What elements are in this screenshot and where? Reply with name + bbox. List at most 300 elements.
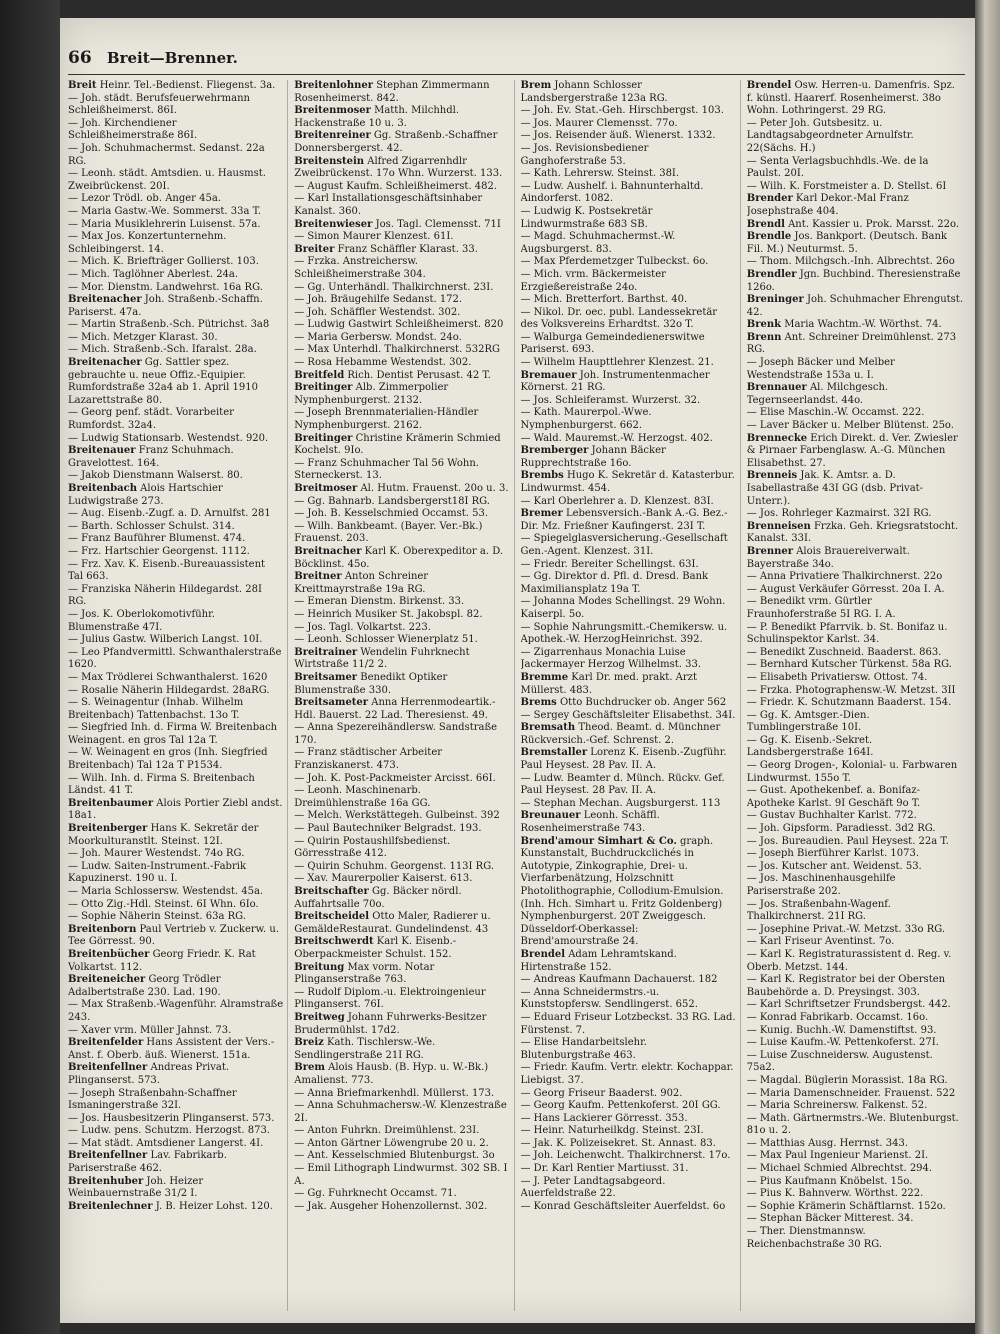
directory-entry — [747, 848, 963, 861]
directory-entry — [294, 181, 509, 194]
directory-entry — [747, 1176, 963, 1189]
entry-details: — Ludwig Gastwirt Schleißheimerst. 820 — [294, 319, 504, 331]
directory-entry — [521, 798, 736, 811]
page-header — [68, 48, 238, 68]
entry-surname: Brender — [746, 193, 793, 205]
running-title: Breit—Brenner. — [106, 49, 238, 67]
directory-entry — [521, 433, 736, 446]
entry-details: — Frz. Xav. K. Eisenb.-Bureauassistent Tal 663. — [68, 558, 266, 583]
directory-entry — [294, 1201, 509, 1214]
directory-entry — [68, 974, 283, 999]
entry-details: — Karl Schriftsetzer Frundsbergst. 442. — [746, 999, 951, 1011]
directory-entry — [747, 118, 963, 156]
entry-surname: Breitenbücher — [68, 948, 150, 960]
entry-surname: Brendel — [746, 80, 792, 91]
entry-details: — Karl Oberlehrer a. D. Klenzest. 83I. — [520, 495, 714, 507]
directory-entry — [294, 747, 509, 772]
entry-details: Matth. Milchhdl. Hackenstraße 10 u. 3. — [294, 105, 460, 129]
entry-details: Jos. Tagl. Clemensst. 71I — [372, 218, 501, 230]
directory-entry — [68, 282, 283, 295]
directory-entry — [521, 269, 736, 294]
entry-surname: Brembs — [520, 470, 564, 482]
directory-entry — [521, 647, 736, 672]
entry-surname: Brendle — [746, 231, 792, 243]
entry-details: Christine Krämerin Schmied Kochelst. 9Io. — [294, 432, 501, 457]
directory-entry — [747, 1163, 963, 1176]
entry-surname: Breitenlechner — [68, 1200, 153, 1212]
entry-surname: Breitenlohner — [294, 80, 374, 91]
entry-details: — Jos. Tagl. Volkartst. 223. — [294, 621, 431, 633]
directory-entry — [747, 710, 963, 735]
entry-details: — Jos. Maurer Clemensst. 77o. — [520, 117, 678, 129]
directory-entry — [68, 344, 283, 357]
entry-surname: Breitenacher — [68, 357, 142, 369]
directory-entry — [521, 231, 736, 256]
entry-details: Jgn. Buchbind. Theresienstraße 126o. — [746, 268, 961, 293]
entry-surname: Breitschafter — [294, 886, 369, 897]
entry-details: — Rosa Hebamme Westendst. 302. — [294, 357, 472, 369]
entry-details: — Ludwig Stationsarb. Westendst. 920. — [68, 432, 269, 444]
directory-entry — [747, 571, 963, 584]
directory-entry — [747, 647, 963, 660]
directory-entry — [68, 1113, 283, 1126]
directory-entry — [294, 244, 509, 257]
directory-entry — [294, 433, 509, 458]
entry-details: — Joseph Bierführer Karlst. 1073. — [746, 848, 920, 860]
entry-surname: Brenneisen — [746, 520, 811, 532]
directory-entry — [294, 672, 509, 697]
entry-surname: Breitrainer — [294, 646, 358, 658]
directory-entry — [521, 949, 736, 974]
entry-details: — Anton Gärtner Löwengrube 20 u. 2. — [294, 1137, 489, 1149]
directory-entry — [521, 1062, 736, 1087]
directory-entry — [747, 1012, 963, 1025]
entry-details: — Ludw. Beamter d. Münch. Rückv. Gef. Paul Heysest. 28 Pav. II. A. — [520, 772, 725, 797]
directory-entry — [747, 1226, 963, 1251]
entry-details: — Mich. Metzger Klarast. 30. — [68, 331, 218, 343]
directory-entry — [521, 181, 736, 206]
directory-entry — [747, 823, 963, 836]
directory-entry — [521, 974, 736, 987]
directory-entry — [521, 722, 736, 747]
entry-details: Karl Dr. med. prakt. Arzt Müllerst. 483. — [520, 671, 697, 696]
entry-details: Alois Brauereiverwalt. Bayerstraße 34o. — [746, 545, 910, 570]
directory-entry — [747, 1075, 963, 1088]
directory-entry — [68, 647, 283, 672]
directory-entry — [294, 722, 509, 747]
entry-details: — Dr. Karl Rentier Martiusst. 31. — [520, 1163, 689, 1175]
directory-entry — [68, 294, 283, 319]
entry-details: — Max Unterhdl. Thalkirchnerst. 532RG — [294, 344, 501, 356]
directory-entry — [294, 697, 509, 722]
entry-details: — Anna Privatiere Thalkirchnerst. 22o — [746, 571, 943, 583]
directory-entry — [747, 810, 963, 823]
entry-details: — Stephan Mechan. Augsburgerst. 113 — [520, 797, 721, 809]
entry-details: — Gust. Apothekenbef. a. Bonifaz-Apotheke Karlst. 9I Geschäft 9o T. — [746, 785, 921, 809]
entry-surname: Breiter — [294, 243, 335, 255]
directory-entry — [747, 521, 963, 546]
entry-details: Jos. Bankport. (Deutsch. Bank Fil. M.) Neuturmst. 5. — [746, 231, 947, 255]
directory-entry — [68, 886, 283, 899]
entry-surname: Breiteneicher — [68, 974, 146, 986]
entry-surname: Brennecke — [746, 432, 808, 444]
entry-details: — Georg Kaufm. Pettenkoferst. 20I GG. — [520, 1100, 721, 1112]
entry-details: — Frzka. Photographensw.-W. Metzst. 3II — [746, 684, 956, 696]
directory-entry — [294, 1088, 509, 1101]
directory-entry — [294, 407, 509, 432]
directory-entry — [521, 168, 736, 181]
entry-details: — Otto Zig.-Hdl. Steinst. 6I Whn. 6Io. — [68, 898, 259, 910]
directory-entry — [294, 1150, 509, 1163]
entry-surname: Breitenacher — [68, 294, 142, 306]
directory-entry — [294, 496, 509, 509]
directory-entry — [294, 1188, 509, 1201]
directory-entry — [294, 357, 509, 370]
entry-details: Franz Schäffler Klarast. 33. — [334, 243, 478, 255]
directory-entry — [294, 458, 509, 483]
directory-entry — [521, 1201, 736, 1214]
directory-entry — [68, 508, 283, 521]
directory-entry — [68, 445, 283, 470]
directory-entry — [294, 546, 509, 571]
entry-details: — Mor. Dienstm. Landwehrst. 16a RG. — [68, 281, 263, 293]
directory-entry — [294, 873, 509, 886]
directory-entry — [294, 1138, 509, 1151]
entry-details: — Heinrich Musiker St. Jakobspl. 82. — [294, 608, 483, 620]
directory-entry — [747, 584, 963, 597]
entry-details: — Friedr. K. Schutzmann Baaderst. 154. — [746, 697, 952, 709]
entry-surname: Breitenfellner — [68, 1062, 148, 1074]
entry-details: Johann Bäcker Rupprechtstraße 16o. — [520, 445, 666, 469]
directory-entry — [521, 1037, 736, 1062]
directory-entry — [521, 105, 736, 118]
directory-entry — [294, 231, 509, 244]
entry-details: Gg. Sattler spez. gebrauchte u. neue Offiz.-Equipier. Rumfordstraße 32a4 ab 1. April 1910 Lazarettstraße 80. — [68, 357, 258, 406]
directory-entry — [294, 256, 509, 281]
entry-details: — Jos. Bureaudien. Paul Heysest. 22a T. — [746, 835, 949, 847]
directory-entry — [521, 533, 736, 558]
directory-entry — [294, 344, 509, 357]
entry-details: — Leo Pfandvermittl. Schwanthalerstraße 1620. — [68, 646, 282, 671]
entry-details: — Thom. Milchgsch.-Inh. Albrechtst. 26o — [746, 256, 955, 268]
column-3 — [521, 80, 741, 1311]
entry-details: — Gustav Buchhalter Karlst. 772. — [746, 810, 917, 822]
directory-entry — [747, 622, 963, 647]
entry-details: — Elise Maschin.-W. Occamst. 222. — [746, 407, 925, 419]
directory-entry — [521, 508, 736, 533]
directory-entry — [747, 382, 963, 407]
entry-details: — Mich. Bretterfort. Barthst. 40. — [520, 294, 688, 306]
entry-details: Wendelin Fuhrknecht Wirtstraße 11/2 2. — [294, 646, 470, 671]
entry-details: Joh. Schuhmacher Ehrengutst. 42. — [746, 294, 964, 318]
directory-entry — [521, 836, 736, 949]
directory-entry — [68, 697, 283, 722]
entry-details: — Friedr. Bereiter Schellingst. 63I. — [520, 558, 699, 570]
entry-details: — Joh. Gipsform. Paradiesst. 3d2 RG. — [746, 823, 936, 835]
entry-details: — Michael Schmied Albrechtst. 294. — [746, 1163, 933, 1175]
directory-entry — [68, 357, 283, 407]
directory-entry — [521, 1176, 736, 1201]
directory-entry — [747, 294, 963, 319]
entry-details: — Max Paul Ingenieur Marienst. 2I. — [746, 1150, 929, 1162]
directory-entry — [294, 936, 509, 961]
directory-entry — [521, 1100, 736, 1113]
directory-entry — [294, 382, 509, 407]
entry-details: — Joh. Schuhmachermst. Sedanst. 22a RG. — [68, 142, 265, 167]
directory-entry — [294, 634, 509, 647]
directory-entry — [68, 685, 283, 698]
directory-entry — [747, 1037, 963, 1050]
directory-entry — [747, 181, 963, 194]
directory-entry — [747, 697, 963, 710]
entry-details: — August Verkäufer Görresst. 20a I. A. — [746, 583, 945, 595]
entry-details: — W. Weinagent en gros (Inh. Siegfried Breitenbach) Tal 12a T P1534. — [68, 747, 268, 772]
directory-entry — [747, 1213, 963, 1226]
entry-details: — Bernhard Kutscher Türkenst. 58a RG. — [746, 659, 952, 671]
entry-details: — Maria Musiklehrerin Luisenst. 57a. — [68, 218, 261, 230]
entry-details: — Maria Schlossersw. Westendst. 45a. — [68, 886, 264, 897]
entry-surname: Breninger — [746, 294, 804, 306]
entry-surname: Brendel — [520, 948, 566, 960]
entry-details: — Mich. Straßenb.-Sch. Ifaralst. 28a. — [68, 344, 257, 356]
entry-details: — Quirin Postaushilfsbedienst. Görresstraße 412. — [294, 835, 451, 860]
entry-surname: Breitenfellner — [68, 1150, 148, 1162]
entry-details: — Leonh. städt. Amtsdien. u. Hausmst. Zweibrückenst. 20I. — [68, 168, 266, 192]
header-rule — [68, 74, 965, 75]
directory-entry — [68, 798, 283, 823]
entry-details: — Karl K. Registrator bei der Obersten Baubehörde a. D. Preysingst. 303. — [746, 974, 946, 998]
entry-surname: Brenk — [746, 319, 782, 331]
left-scan-margin — [0, 0, 60, 1334]
directory-entry — [747, 546, 963, 571]
directory-entry — [294, 105, 509, 130]
directory-entry — [747, 899, 963, 924]
entry-details: Anton Schreiner Kreittmayrstraße 19a RG. — [294, 571, 429, 595]
entry-details: — Franz städtischer Arbeiter Franziskanerst. 473. — [294, 747, 443, 772]
directory-entry — [521, 1012, 736, 1037]
entry-details: — Ludw. Saiten-Instrument.-Fabrik Kapuzinerst. 190 u. I. — [68, 860, 246, 885]
entry-details: J. B. Heizer Lohst. 120. — [152, 1200, 273, 1212]
entry-details: — Jos. Straßenbahn-Wagenf. Thalkirchnerst. 21I RG. — [746, 898, 891, 923]
entry-details: — Gg. Unterhändl. Thalkirchnerst. 23I. — [294, 281, 494, 293]
directory-entry — [68, 269, 283, 282]
directory-entry — [68, 722, 283, 747]
entry-details: — Maria Gastw.-We. Sommerst. 33a T. — [68, 205, 262, 217]
entry-details: — Joh. Bräugehilfe Sedanst. 172. — [294, 294, 463, 306]
entry-details: — Jos. Schleiferamst. Wurzerst. 32. — [520, 394, 701, 406]
entry-details: — Joh. Maurer Westendst. 74o RG. — [68, 848, 245, 860]
directory-entry — [68, 609, 283, 634]
entry-details: — Jos. Hausbesitzerin Plinganserst. 573. — [68, 1112, 275, 1124]
directory-entry — [68, 470, 283, 483]
directory-entry — [68, 319, 283, 332]
entry-details: — Quirin Schuhm. Georgenst. 113I RG. — [294, 860, 495, 872]
directory-entry — [521, 1138, 736, 1151]
entry-details: Karl K. Oberexpeditor a. D. Böcklinst. 45o. — [294, 545, 504, 570]
entry-details: — Karl Installationsgeschäftsinhaber Kanalst. 360. — [294, 193, 483, 217]
directory-entry — [294, 1037, 509, 1062]
entry-surname: Brennauer — [746, 382, 807, 394]
directory-entry — [747, 1100, 963, 1113]
directory-entry — [294, 911, 509, 936]
directory-entry — [747, 1150, 963, 1163]
entry-details: Leonh. Schäffl. Rosenheimerstraße 743. — [520, 810, 660, 835]
directory-entry — [68, 949, 283, 974]
directory-entry — [521, 395, 736, 408]
directory-entry — [747, 672, 963, 685]
entry-details: — Gg. K. Amtsger.-Dien. Tumblingerstraße 10I. — [746, 709, 870, 734]
directory-entry — [747, 949, 963, 974]
entry-details: Benedikt Optiker Blumenstraße 330. — [294, 671, 448, 696]
entry-details: — Jos. Kutscher ant. Weidenst. 53. — [746, 860, 922, 872]
directory-entry — [521, 987, 736, 1012]
directory-entry — [521, 672, 736, 697]
entry-surname: Breitschwerdt — [294, 936, 374, 948]
directory-entry — [294, 773, 509, 786]
entry-details: Karl K. Eisenb.-Oberpackmeister Schulst. 152. — [294, 936, 457, 960]
entry-details: — Jos. Reisender äuß. Wienerst. 1332. — [520, 130, 716, 142]
entry-details: — Mat städt. Amtsdiener Langerst. 4I. — [68, 1137, 264, 1149]
entry-details: — Georg Friseur Baaderst. 902. — [520, 1087, 683, 1099]
column-1 — [68, 80, 288, 1311]
entry-surname: Breitung — [294, 961, 345, 973]
entry-details: Maria Wachtm.-W. Wörthst. 74. — [781, 319, 942, 331]
entry-details: — Wilh. Inh. d. Firma S. Breitenbach Ländst. 41 T. — [68, 772, 255, 797]
directory-entry — [68, 219, 283, 232]
directory-entry — [747, 332, 963, 357]
entry-surname: Breitinger — [294, 382, 353, 394]
entry-surname: Brenn — [746, 331, 782, 343]
entry-details: — Maria Schreinersw. Falkenst. 52. — [746, 1100, 928, 1112]
directory-entry — [68, 634, 283, 647]
directory-entry — [521, 1163, 736, 1176]
directory-entry — [747, 470, 963, 508]
entry-details: — Georg Drogen-, Kolonial- u. Farbwaren Lindwurmst. 155o T. — [746, 760, 958, 784]
entry-details: — Georg penf. städt. Vorarbeiter Rumfordst. 32a4. — [68, 407, 234, 432]
entry-details: — Senta Verlagsbuchhdls.-We. de la Paulst. 20I. — [746, 155, 929, 180]
entry-details: Lebensversich.-Bank A.-G. Bez.-Dir. Mz. Frießner Kaufingerst. 23I T. — [520, 508, 728, 532]
entry-details: — Ther. Dienstmannsw. Reichenbachstraße 30 RG. — [746, 1226, 883, 1250]
entry-details: — Kath. Lehrersw. Steinst. 38I. — [520, 168, 680, 180]
directory-entry — [747, 269, 963, 294]
entry-details: — Simon Maurer Klenzest. 61I. — [294, 231, 454, 243]
entry-details: — Mich. Taglöhner Aberlest. 24a. — [68, 268, 239, 280]
column-4 — [747, 80, 967, 1311]
entry-details: Ant. Kassier u. Prok. Marsst. 22o. — [784, 218, 960, 230]
directory-entry — [68, 168, 283, 193]
entry-details: — Sergey Geschäftsleiter Elisabethst. 34I. — [520, 709, 736, 721]
entry-surname: Breitweg — [294, 1011, 345, 1023]
directory-entry — [747, 873, 963, 898]
entry-surname: Brendl — [746, 218, 785, 230]
entry-details: Gg. Bäcker nördl. Auffahrtsalle 70o. — [294, 886, 462, 910]
directory-entry — [68, 924, 283, 949]
entry-details: — Emil Lithograph Lindwurmst. 302 SB. I A. — [294, 1163, 508, 1187]
entry-details: — Jos. Revisionsbediener Ganghoferstraße 53. — [520, 142, 649, 167]
entry-details: Alois Portier Ziebl andst. 18a1. — [68, 797, 283, 822]
entry-details: — Johanna Modes Schellingst. 29 Wohn. Kaiserpl. 5o. — [520, 596, 726, 620]
directory-entry — [294, 370, 509, 383]
entry-surname: Breitenhuber — [68, 1175, 144, 1187]
entry-surname: Brenner — [746, 545, 794, 557]
entry-details: — Leonh. Schlosser Wienerplatz 51. — [294, 634, 478, 646]
entry-details: — Anna Briefmarkenhdl. Müllerst. 173. — [294, 1087, 495, 1099]
directory-entry — [68, 1025, 283, 1038]
entry-details: Erich Direkt. d. Ver. Zwiesler & Pirnaer Farbenglasw. A.-G. München Elisabethst. 27. — [746, 432, 958, 469]
entry-surname: Brend'amour Simhart & Co. — [520, 835, 677, 847]
directory-entry — [68, 433, 283, 446]
directory-entry — [521, 143, 736, 168]
entry-surname: Breitinger — [294, 432, 353, 444]
entry-details: — Math. Gärtnermstrs.-We. Blutenburgst. 81o u. 2. — [746, 1112, 959, 1137]
entry-details: Frzka. Geh. Kriegsratstocht. Kanalst. 33I. — [746, 520, 959, 545]
entry-details: — Josephine Privat.-W. Metzst. 33o RG. — [746, 923, 946, 935]
entry-details: — Konrad Fabrikarb. Occamst. 16o. — [746, 1011, 929, 1023]
entry-details: — Joseph Straßenbahn-Schaffner Ismaningerstraße 32I. — [68, 1087, 237, 1112]
entry-details: Gg. Straßenb.-Schaffner Donnersbergerst. 42. — [294, 130, 498, 154]
entry-surname: Breitenborn — [68, 923, 137, 935]
entry-details: — Ludwig K. Postsekretär Lindwurmstraße 683 SB. — [520, 205, 653, 230]
directory-entry — [521, 810, 736, 835]
entry-details: Alfred Zigarrenhdlr Zweibrückenst. 17o Whn. Wurzerst. 133. — [294, 155, 503, 180]
entry-surname: Breitmoser — [294, 483, 358, 494]
directory-entry — [294, 962, 509, 987]
directory-entry — [68, 407, 283, 432]
entry-details: — Emeran Dienstm. Birkenst. 33. — [294, 596, 465, 608]
directory-entry — [294, 332, 509, 345]
directory-entry — [294, 282, 509, 295]
entry-details: Osw. Herren-u. Damenfris. Spz. f. künstl. Haarerf. Rosenheimerst. 38o Wohn. Lothringerst. 29 RG. — [746, 80, 955, 117]
directory-entry — [68, 533, 283, 546]
directory-entry — [294, 521, 509, 546]
entry-details: — Sophie Nahrungsmitt.-Chemikersw. u. Apothek.-W. HerzogHeinrichst. 392. — [520, 621, 728, 646]
entry-surname: Breitenbaumer — [68, 797, 154, 809]
entry-details: — Elisabeth Privatiersw. Ottost. 74. — [746, 671, 928, 683]
entry-details: — Wilhelm Haupttlehrer Klenzest. 21. — [520, 357, 714, 369]
directory-entry — [747, 785, 963, 810]
directory-entry — [747, 319, 963, 332]
directory-columns — [68, 80, 967, 1311]
entry-details: — Julius Gastw. Wilberich Langst. 10I. — [68, 634, 263, 646]
directory-entry — [294, 156, 509, 181]
directory-entry — [747, 861, 963, 874]
directory-entry — [521, 710, 736, 723]
directory-entry — [68, 1062, 283, 1087]
directory-entry — [68, 747, 283, 772]
directory-entry — [68, 584, 283, 609]
directory-entry — [747, 1113, 963, 1138]
entry-surname: Breitenberger — [68, 823, 148, 835]
entry-details: — Ludw. Aushelf. i. Bahnunterhaltd. Aindorferst. 1082. — [520, 180, 704, 205]
entry-details: — Frz. Hartschier Georgenst. 1112. — [68, 545, 250, 557]
directory-entry — [294, 219, 509, 232]
entry-surname: Breitenbach — [68, 483, 137, 494]
entry-details: — Peter Joh. Gutsbesitz. u. Landtagsabgeordneter Arnulfstr. 22(Sächs. H.) — [746, 117, 914, 154]
entry-details: — Franz Schuhmacher Tal 56 Wohn. Sterneckerst. 13. — [294, 457, 479, 482]
entry-surname: Brems — [520, 697, 557, 709]
entry-details: — Spiegelglasversicherung.-Gesellschaft Gen.-Agent. Klenzest. 31I. — [520, 533, 728, 557]
entry-details: Georg Trödler Adalbertstraße 230. Lad. 190. — [68, 974, 221, 998]
entry-details: — Karl K. Registraturassistent d. Reg. v. Oberb. Metzst. 144. — [746, 948, 952, 973]
directory-entry — [521, 622, 736, 647]
entry-details: Jak. K. Amtsr. a. D. Isabellastraße 43I GG (dsb. Privat-Unterr.). — [746, 470, 924, 507]
entry-details: — Xaver vrm. Müller Jahnst. 73. — [68, 1024, 232, 1036]
entry-details: — Max Trödlerei Schwanthalerst. 1620 — [68, 671, 268, 683]
directory-entry — [294, 193, 509, 218]
entry-details: — Joh. B. Kesselschmied Occamst. 53. — [294, 508, 489, 520]
directory-entry — [747, 193, 963, 218]
directory-entry — [294, 785, 509, 810]
